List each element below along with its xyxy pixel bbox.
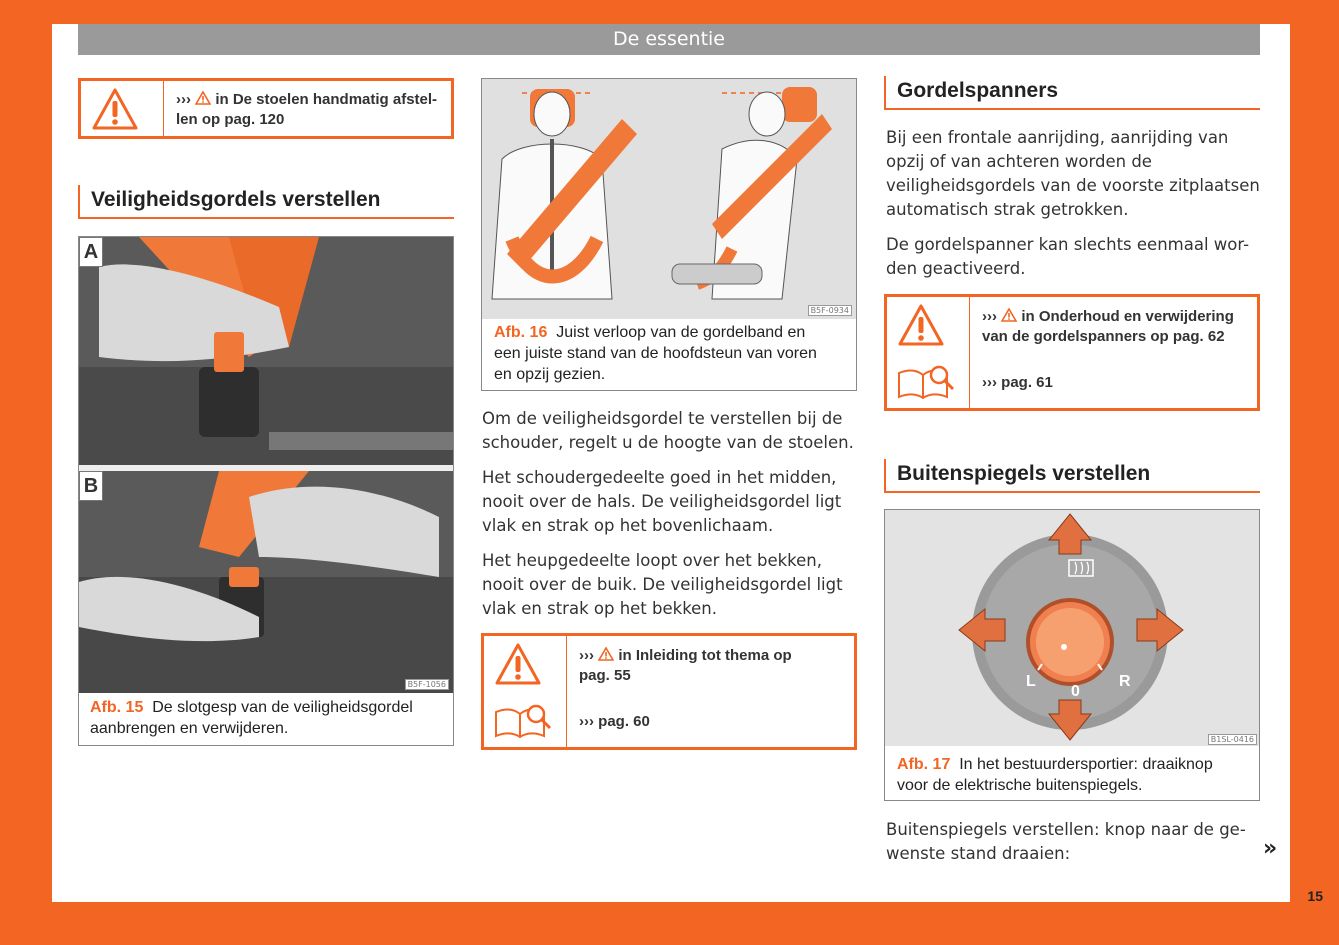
warning-link[interactable]: in Onderhoud en verwijdering [1021, 308, 1234, 325]
tensioner-description [886, 126, 1266, 292]
book-search-icon [895, 365, 957, 403]
paragraph: Het heupgedeelte loopt over het bekken, nooit over de buik. De veiligheidsgordel ligt vlak en strak op het bekken. [482, 551, 843, 618]
warning-box-intro [481, 633, 857, 750]
warning-icon [494, 642, 542, 686]
chapter-header: De essentie [78, 24, 1260, 55]
warning-link-continued[interactable]: van de gordelspanners op pag. 62 [982, 328, 1225, 345]
caption-text-3: en opzij gezien. [494, 366, 606, 383]
warning-separator [969, 297, 970, 408]
paragraph: De gordelspanner kan slechts eenmaal wor-den geactiveerd. [886, 235, 1250, 278]
warning-small-icon [195, 91, 211, 105]
figure-16 [481, 78, 857, 391]
caption-label: Afb. 16 [494, 324, 548, 341]
figure-code: B5F-0934 [808, 305, 852, 316]
paragraph: Om de veiligheidsgordel te verstellen bij de schouder, regelt u de hoogte van de stoelen. [482, 409, 854, 452]
caption-text: Juist verloop van de gordelband en [556, 324, 806, 341]
paragraph-continued: wenste stand draaien: [886, 844, 1071, 863]
ref-arrows: ››› [176, 91, 191, 108]
section-title-mirrors: Buitenspiegels verstellen [884, 459, 1260, 493]
figure-15-illustration [79, 237, 453, 693]
warning-icon [897, 303, 945, 347]
warning-small-icon [598, 647, 614, 661]
continued-marker: » [1263, 836, 1278, 861]
knob-label-right: R [1119, 673, 1131, 690]
warning-link-continued[interactable]: len op pag. 120 [176, 111, 285, 128]
caption-text-2: aanbrengen en verwijderen. [90, 720, 289, 737]
book-search-icon [492, 704, 554, 742]
caption-label: Afb. 17 [897, 756, 951, 773]
figure-17-illustration [885, 510, 1259, 746]
figure-code: B5F-1056 [405, 679, 449, 690]
section-title-tensioners: Gordelspanners [884, 76, 1260, 110]
mirror-instructions [886, 818, 1266, 866]
warning-icon [91, 87, 139, 131]
figure-code: B1SL-0416 [1208, 734, 1257, 745]
caption-text: In het bestuurdersportier: draaiknop [959, 756, 1213, 773]
section-title-belts: Veiligheidsgordels verstellen [78, 185, 454, 219]
warning-separator [163, 81, 164, 136]
warning-link[interactable]: in Inleiding tot thema op [618, 647, 792, 664]
warning-small-icon [1001, 308, 1017, 322]
ref-arrows: ››› [579, 647, 594, 664]
knob-label-left: L [1026, 673, 1036, 690]
knob-label-zero: 0 [1071, 683, 1080, 700]
paragraph: Bij een frontale aanrijding, aanrijding van opzij of van achteren worden de veiligheidsgordels van de voorste zitplaatsen automatisch strak getrokken. [886, 128, 1260, 219]
warning-box-tensioners [884, 294, 1260, 411]
figure-17 [884, 509, 1260, 801]
warning-link-continued[interactable]: pag. 55 [579, 667, 631, 684]
paragraph: Het schoudergedeelte goed in het midden, nooit over de hals. De veiligheidsgordel ligt vlak en strak op het bovenlichaam. [482, 468, 842, 535]
caption-text-2: een juiste stand van de hoofdsteun van voren [494, 345, 817, 362]
warning-box-seats [78, 78, 454, 139]
warning-separator [566, 636, 567, 747]
page-number: 15 [1307, 888, 1323, 904]
warning-link[interactable]: in De stoelen handmatig afstel- [215, 91, 438, 108]
panel-label-b: B [79, 471, 103, 501]
panel-label-a: A [79, 237, 103, 267]
caption-text-2: voor de elektrische buitenspiegels. [897, 777, 1143, 794]
figure-16-illustration [482, 79, 856, 319]
caption-label: Afb. 15 [90, 699, 144, 716]
book-reference-link[interactable]: ››› pag. 61 [982, 374, 1053, 391]
caption-text: De slotgesp van de veiligheidsgordel [152, 699, 413, 716]
ref-arrows: ››› [982, 308, 997, 325]
paragraph: Buitenspiegels verstellen: knop naar de ge- [886, 820, 1246, 839]
belt-instructions [482, 407, 862, 632]
book-reference-link[interactable]: ››› pag. 60 [579, 713, 650, 730]
figure-15 [78, 236, 454, 746]
